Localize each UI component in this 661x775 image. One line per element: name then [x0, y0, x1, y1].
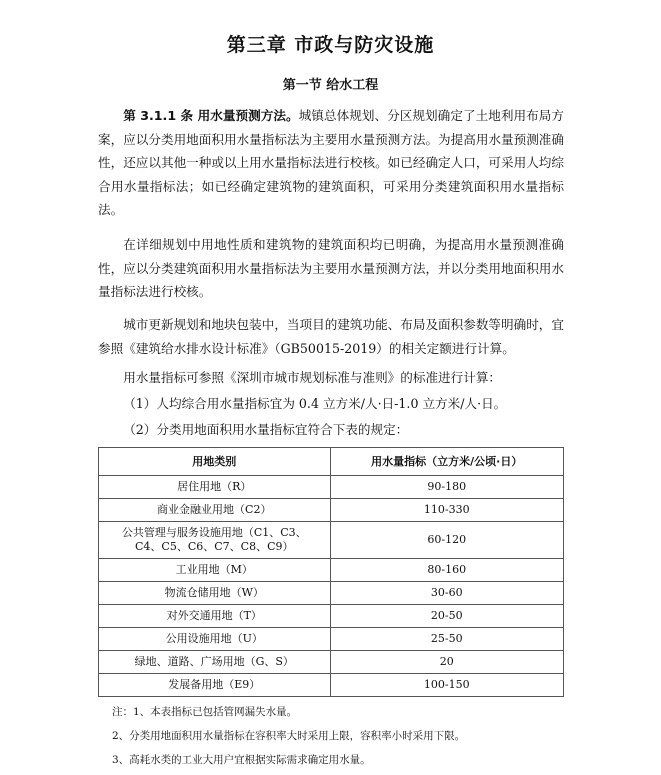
note-item: 注：1、本表指标已包括管网漏失水量。 [112, 706, 298, 718]
paragraph-per-capita-indicator: （1）人均综合用水量指标宜为 0.4 立方米/人·日-1.0 立方米/人·日。 [123, 396, 507, 411]
table-header-row [99, 448, 564, 476]
paragraph-detailed-planning: 在详细规划中用地性质和建筑物的建筑面积均已明确，为提高用水量预测准确性，应以分类建筑面积用水量指标法为主要用水量预测方法，并以分类用地面积用水量指标法进行校核。 [98, 237, 564, 300]
table-row [99, 522, 564, 559]
table-row [99, 559, 564, 582]
land-category-cell: 工业用地（M） [99, 559, 331, 582]
land-category-cell: 发展备用地（E9） [99, 674, 331, 697]
water-indicator-cell: 110-330 [330, 499, 563, 522]
land-category-cell: 对外交通用地（T） [99, 605, 331, 628]
land-category-cell: 物流仓储用地（W） [99, 582, 331, 605]
water-indicator-cell: 100-150 [330, 674, 563, 697]
clause-label: 第 3.1.1 条 用水量预测方法。 [123, 108, 299, 123]
land-category-cell: 公共管理与服务设施用地（C1、C3、 C4、C5、C6、C7、C8、C9） [99, 522, 331, 559]
water-indicator-cell: 80-160 [330, 559, 563, 582]
table-row [99, 476, 564, 499]
land-category-cell: 居住用地（R） [99, 476, 331, 499]
table-notes [112, 700, 572, 772]
paragraph-landuse-indicator: （2）分类用地面积用水量指标宜符合下表的规定： [123, 422, 409, 437]
table-row [99, 651, 564, 674]
table-row [99, 628, 564, 651]
land-category-cell: 公用设施用地（U） [99, 628, 331, 651]
table-row [99, 582, 564, 605]
section-title: 第一节 给水工程 [282, 78, 379, 93]
table-row [99, 674, 564, 697]
chapter-title: 第三章 市政与防灾设施 [226, 34, 435, 56]
table-body [99, 476, 564, 697]
water-demand-table [98, 447, 564, 697]
land-category-cell: 商业金融业用地（C2） [99, 499, 331, 522]
water-indicator-cell: 90-180 [330, 476, 563, 499]
note-item: 3、高耗水类的工业大用户宜根据实际需求确定用水量。 [112, 754, 371, 766]
land-category-cell: 绿地、道路、广场用地（G、S） [99, 651, 331, 674]
water-indicator-cell: 30-60 [330, 582, 563, 605]
clause-body: 城镇总体规划、分区规划确定了土地利用布局方案，应以分类用地面积用水量指标法为主要用水量预测方法。为提高用水量预测准确性，还应以其他一种或以上用水量指标法进行校核。如已经确定人口，可采用人均综合用水量指标法；如已经确定建筑物的建筑面积，可采用分类建筑面积用水量指标法。 [98, 108, 564, 218]
table-row [99, 499, 564, 522]
header-water-indicator: 用水量指标（立方米/公顷·日） [330, 448, 563, 476]
note-item: 2、分类用地面积用水量指标在容积率大时采用上限，容积率小时采用下限。 [112, 730, 466, 742]
paragraph-indicator-reference: 用水量指标可参照《深圳市城市规划标准与准则》的标准进行计算： [123, 370, 501, 385]
clause-paragraph [98, 104, 564, 222]
table-row [99, 605, 564, 628]
water-indicator-cell: 20 [330, 651, 563, 674]
water-indicator-cell: 60-120 [330, 522, 563, 559]
header-land-category: 用地类别 [99, 448, 331, 476]
water-indicator-cell: 20-50 [330, 605, 563, 628]
paragraph-urban-renewal: 城市更新规划和地块包装中，当项目的建筑功能、布局及面积参数等明确时，宜参照《建筑给水排水设计标准》（GB50015-2019）的相关定额进行计算。 [98, 317, 564, 356]
water-indicator-cell: 25-50 [330, 628, 563, 651]
